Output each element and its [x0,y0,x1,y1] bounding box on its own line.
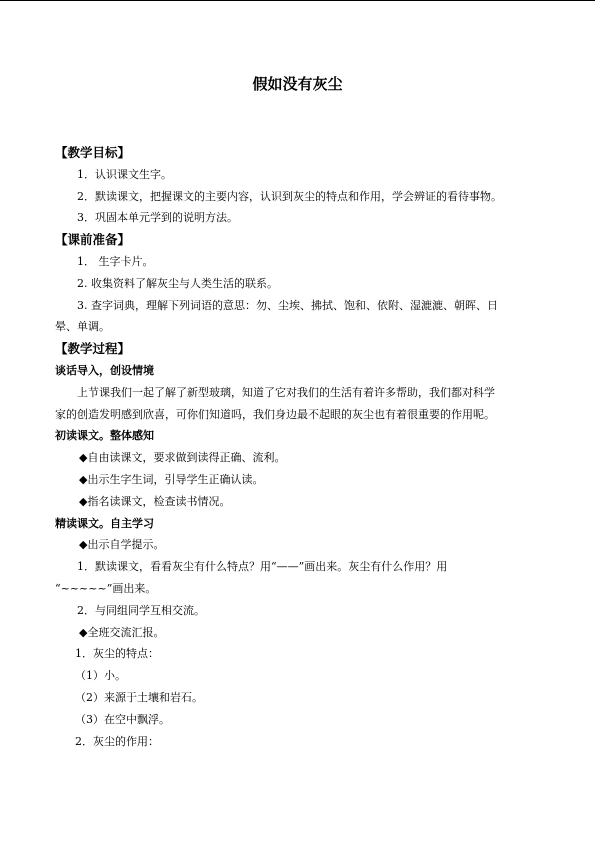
list-item: 2．灰尘的作用： [75,734,159,748]
prep-item-continued: 晕、单调。 [55,320,110,334]
bullet-item: ◆全班交流汇报。 [79,625,165,639]
subheading-intro: 谈话导入，创设情境 [55,363,154,377]
list-item: 1．默读课文，看看灰尘有什么特点？用“——”画出来。灰尘有什么作用？用 [77,560,448,574]
bullet-item: ◆出示自学提示。 [79,538,165,552]
section-heading-prep: 【课前准备】 [55,232,131,248]
subheading-close-read: 精读课文。自主学习 [55,516,154,530]
prep-item: 2. 收集资料了解灰尘与人类生活的联系。 [77,276,278,290]
prep-item: 3. 查字词典，理解下列词语的意思：勿、尘埃、拂拭、饱和、依附、湿漉漉、朝晖、日 [77,298,498,312]
section-heading-process: 【教学过程】 [55,341,131,357]
goal-item: 1．认识课文生字。 [77,167,172,181]
bullet-item: ◆出示生字生词，引导学生正确认读。 [79,472,264,486]
subheading-first-read: 初读课文。整体感知 [55,429,154,443]
paragraph-line: 家的创造发明感到欣喜，可你们知道吗，我们身边最不起眼的灰尘也有着很重要的作用呢。 [55,407,495,421]
list-item: 1．灰尘的特点： [75,647,159,661]
paragraph-line: 上节课我们一起了解了新型玻璃，知道了它对我们的生活有着许多帮助，我们都对科学 [77,385,495,399]
section-heading-goals: 【教学目标】 [55,145,131,160]
bullet-item: ◆指名读课文，检查读书情况。 [79,494,231,508]
sub-list-item: （1）小。 [75,669,126,683]
list-item-continued: “~~~~~”画出来。 [55,581,157,595]
sub-list-item: （3）在空中飘浮。 [75,712,170,726]
bullet-item: ◆自由读课文，要求做到读得正确、流利。 [79,451,286,465]
list-item: 2．与同组同学互相交流。 [77,603,205,617]
prep-item: 1． 生字卡片。 [77,254,154,268]
header-rule [0,0,595,1]
goal-item: 2．默读课文，把握课文的主要内容，认识到灰尘的特点和作用，学会辨证的看待事物。 [77,189,502,203]
goal-item: 3．巩固本单元学到的说明方法。 [77,211,238,225]
sub-list-item: （2）来源于土壤和岩石。 [75,690,203,704]
document-title: 假如没有灰尘 [252,75,343,93]
document-body [55,142,545,752]
